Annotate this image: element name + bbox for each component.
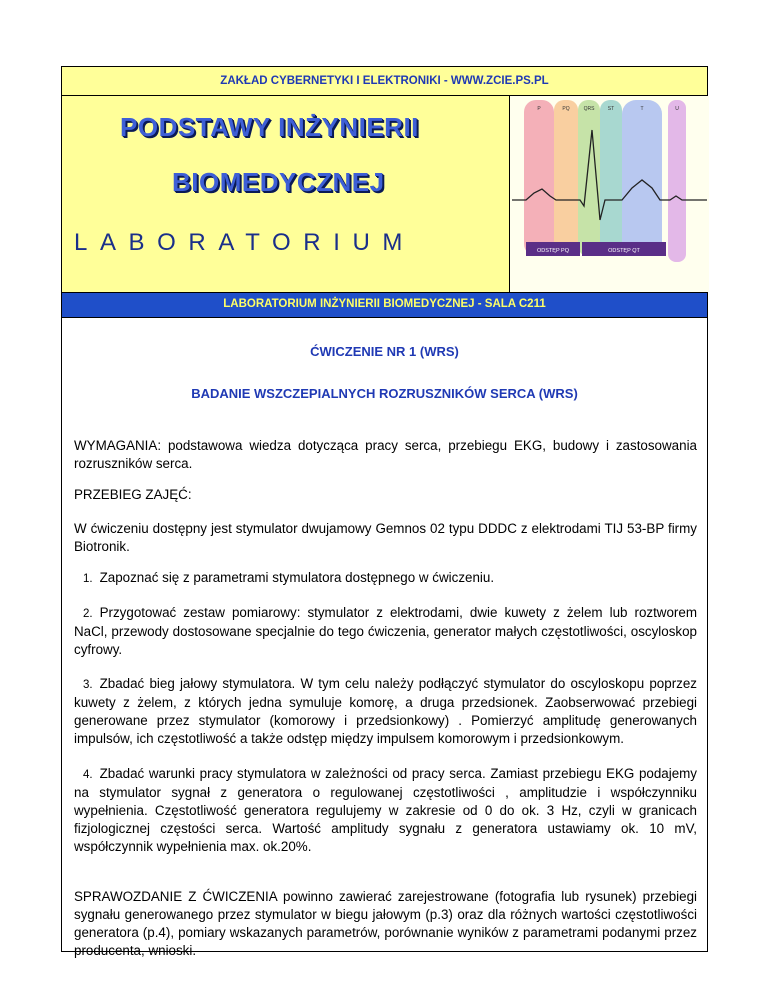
segment-u bbox=[668, 100, 686, 262]
document-frame bbox=[61, 66, 708, 958]
list-item bbox=[74, 604, 697, 659]
label-pq: PQ bbox=[562, 106, 570, 112]
step-number: 1. bbox=[83, 573, 93, 585]
pq-interval-label: ODSTĘP PQ bbox=[537, 248, 569, 254]
intro-paragraph: W ćwiczeniu dostępny jest stymulator dwujamowy Gemnos 02 typu DDDC z elektrodami TIJ 53-BP firmy Biotronik. bbox=[74, 521, 697, 554]
label-u: U bbox=[675, 106, 679, 112]
report-paragraph: SPRAWOZDANIE Z ĆWICZENIA powinno zawierać zarejestrowane (fotografia lub rysunek) przebiegi sygnału generowanego przez stymulator w biegu jałowym (p.3) oraz dla różnych wartości częstotliwości generatora (p.4), pomiary wskazanych parametrów, porównanie wyników z parametrami podanymi przez producenta, wnioski. bbox=[74, 889, 697, 958]
department-bar: ZAKŁAD CYBERNETYKI I ELEKTRONIKI - WWW.ZCIE.PS.PL bbox=[62, 67, 707, 96]
course-title-line1: PODSTAWY INŻYNIERII bbox=[120, 112, 419, 142]
header-title-area bbox=[62, 96, 510, 292]
segment-pq bbox=[554, 100, 578, 256]
laboratory-room-bar: LABORATORIUM INŻYNIERII BIOMEDYCZNEJ - SALA C211 bbox=[62, 292, 707, 318]
progress-heading: PRZEBIEG ZAJĘĆ: bbox=[74, 487, 192, 502]
segment-t bbox=[622, 100, 662, 256]
header-banner bbox=[62, 96, 707, 292]
laboratory-label: LABORATORIUM bbox=[74, 229, 416, 256]
step-text: Zbadać warunki pracy stymulatora w zależności od pracy serca. Zamiast przebiegu EKG podajemy na stymulator sygnał z generatora o regulowanej częstotliwości , amplitudzie i współczynniku wypełnienia. Częstotliwość generatora regulujemy w zakresie od 0 do ok. 3 Hz, czyli w granicach fizjologicznej częstości serca. Wartość amplitudy sygnału z generatora ustawiamy ok. 10 mV, współczynnik wypełnienia max. ok.20%. bbox=[74, 766, 697, 854]
segment-p bbox=[524, 100, 554, 256]
step-text: Przygotować zestaw pomiarowy: stymulator z elektrodami, dwie kuwety z żelem lub roztworem NaCl, przewody dostosowane specjalnie do tego ćwiczenia, generator małych częstotliwości, oscyloskop cyfrowy. bbox=[74, 605, 697, 657]
label-t: T bbox=[640, 106, 644, 112]
label-qrs: QRS bbox=[583, 106, 595, 112]
qt-interval-label: ODSTĘP QT bbox=[608, 248, 640, 254]
ecg-diagram-icon bbox=[510, 96, 709, 292]
step-number: 2. bbox=[83, 608, 93, 620]
ecg-illustration bbox=[510, 96, 709, 292]
step-text: Zapoznać się z parametrami stymulatora dostępnego w ćwiczeniu. bbox=[99, 570, 495, 585]
step-number: 3. bbox=[83, 679, 93, 691]
requirements-paragraph: WYMAGANIA: podstawowa wiedza dotycząca pracy serca, przebiegu EKG, budowy i zastosowania rozruszników serca. bbox=[74, 438, 697, 471]
list-item bbox=[74, 675, 697, 748]
exercise-title: ĆWICZENIE NR 1 (WRS) bbox=[310, 344, 459, 359]
step-text: Zbadać bieg jałowy stymulatora. W tym celu należy podłączyć stymulator do oscyloskopu poprzez kuwety z żelem, z których jedna symuluje komorę, a druga przedsionek. Zaobserwować przebiegi generowane przez stymulator (komorowy i przedsionkowy) . Pomierzyć amplitudę generowanych impulsów, ich częstotliwość a także odstęp między impulsem komorowym i przedsionkowym. bbox=[74, 676, 697, 746]
course-title-line2: BIOMEDYCZNEJ bbox=[172, 167, 385, 197]
segment-st bbox=[600, 100, 622, 256]
label-p: P bbox=[537, 106, 541, 112]
list-item bbox=[74, 569, 697, 588]
list-item bbox=[74, 765, 697, 856]
label-st: ST bbox=[607, 106, 615, 112]
exercise-subtitle: BADANIE WSZCZEPIALNYCH ROZRUSZNIKÓW SERCA (WRS) bbox=[191, 386, 578, 401]
step-number: 4. bbox=[83, 769, 93, 781]
